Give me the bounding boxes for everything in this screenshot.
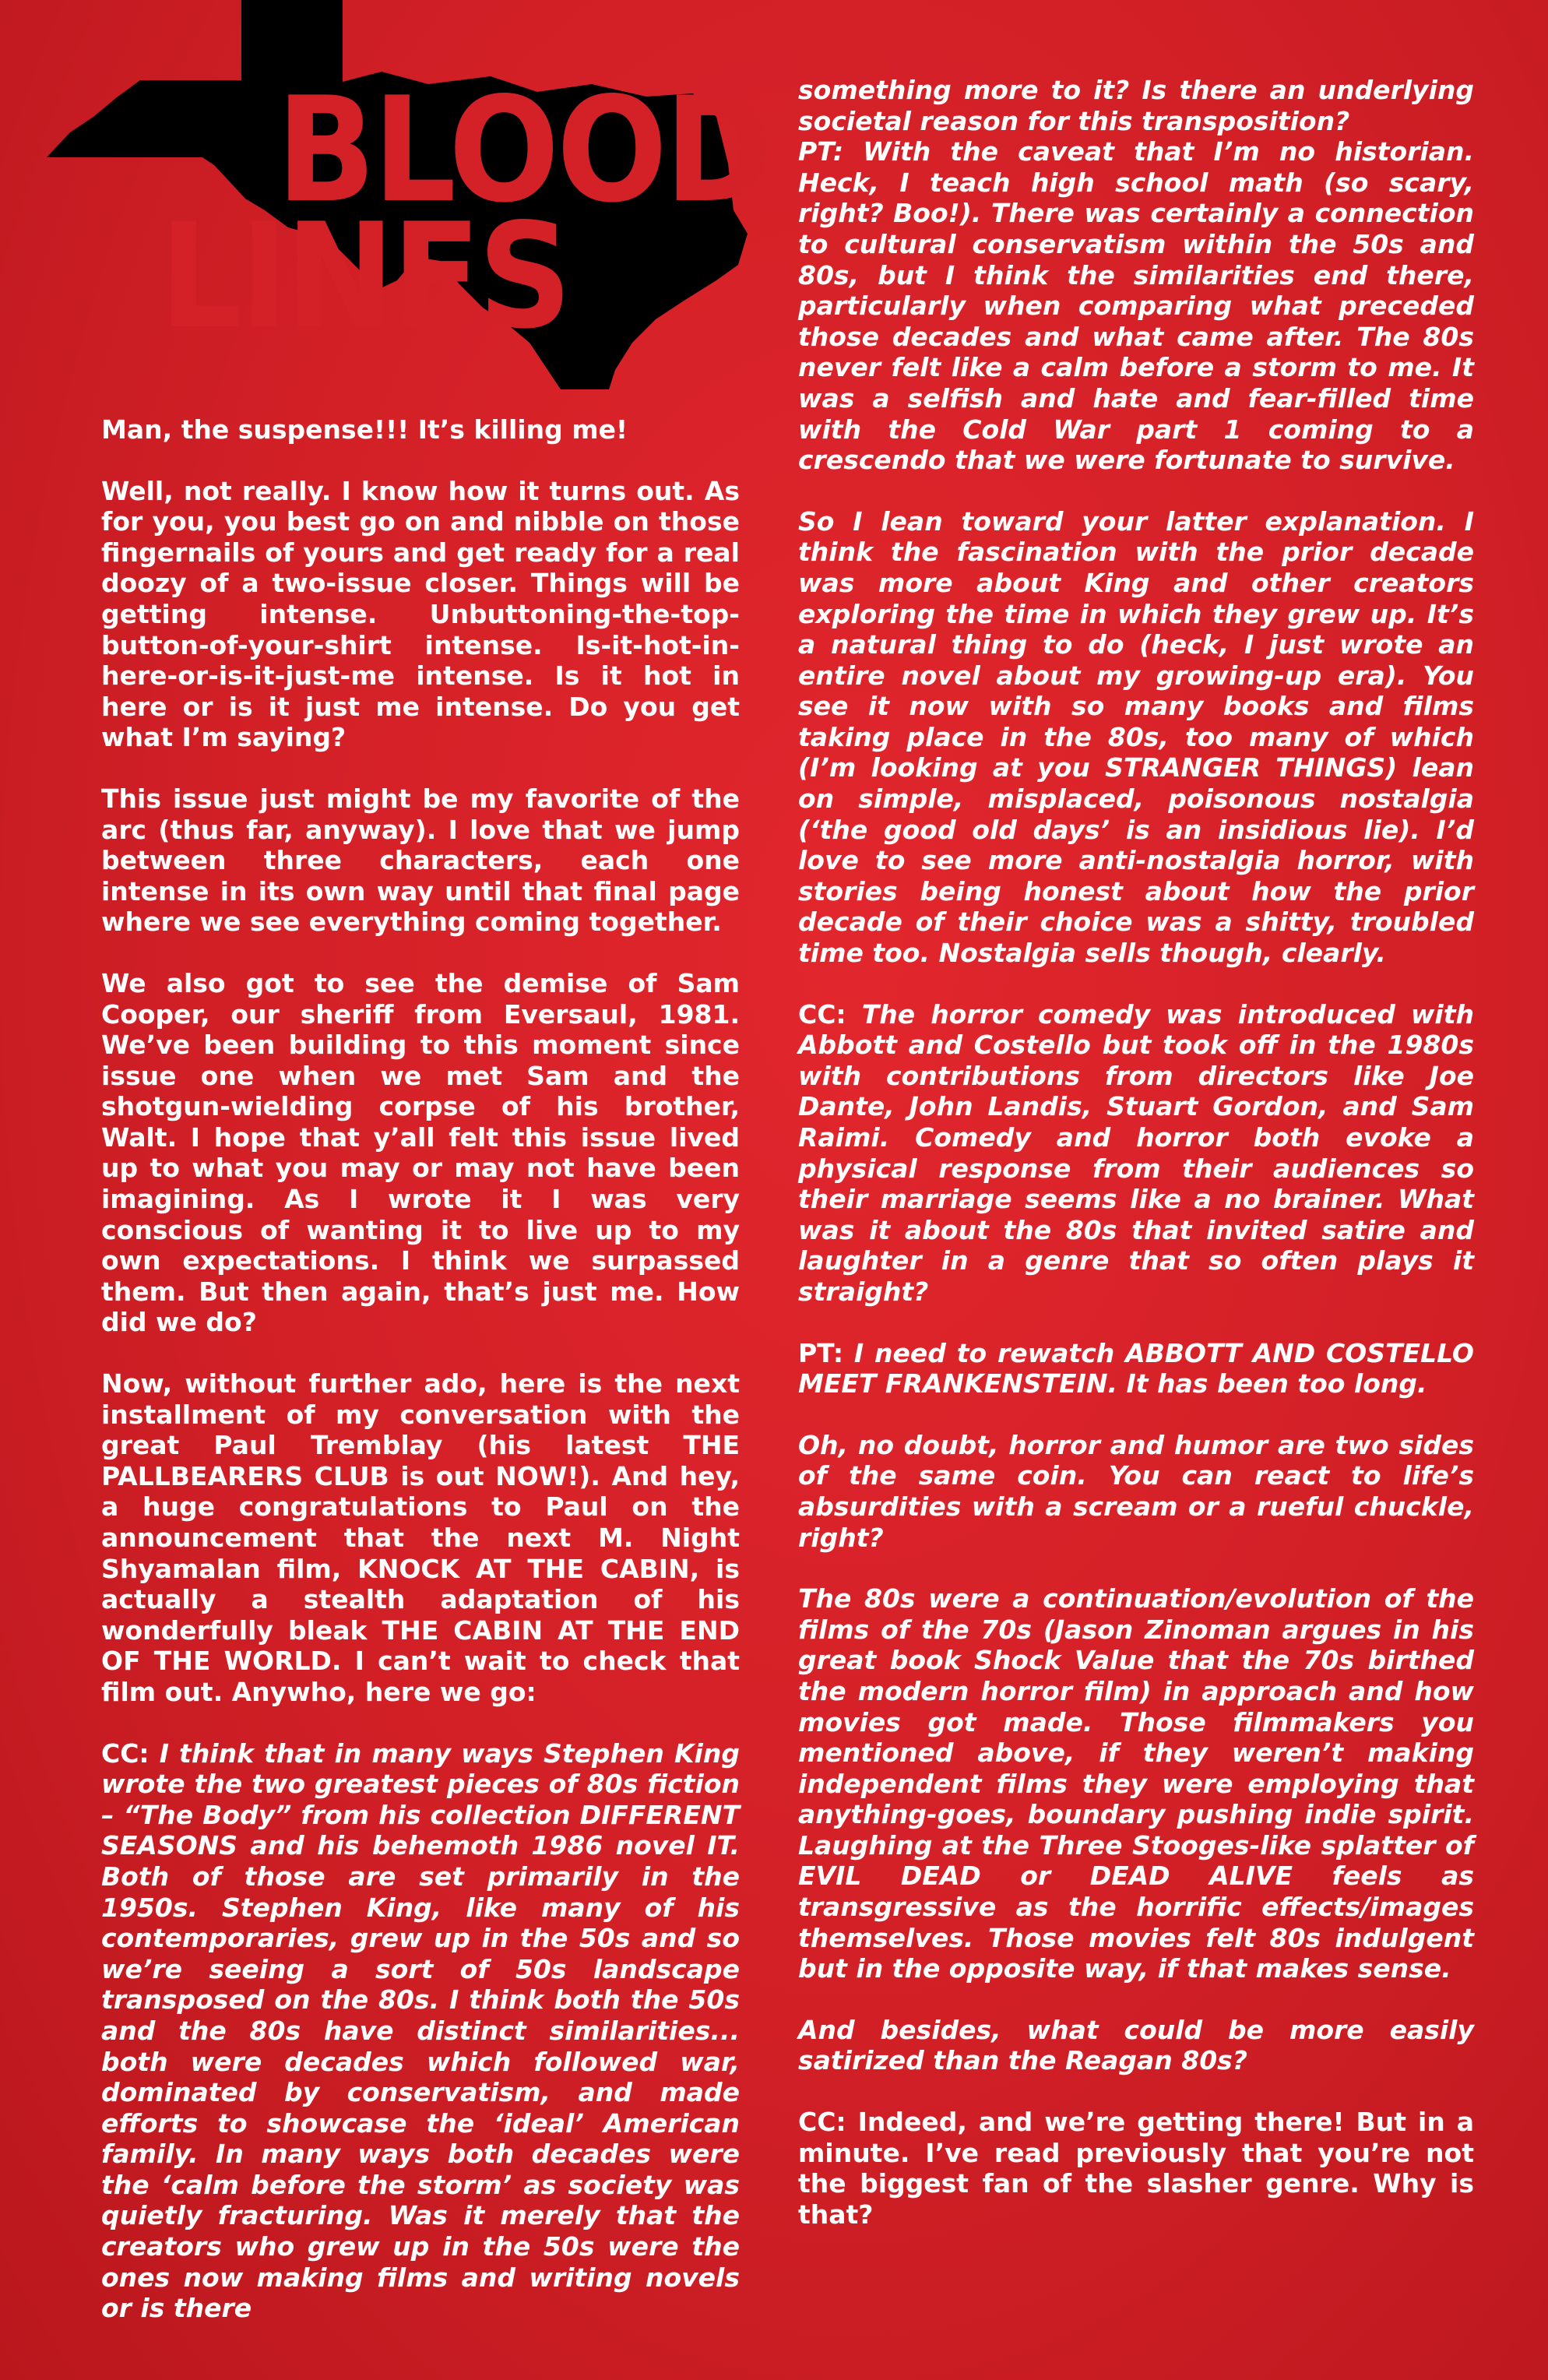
- answer-paragraph: And besides, what could be more easily satirized than the Reagan 80s?: [798, 2014, 1474, 2076]
- answer-paragraph: So I lean toward your latter explanation. I think the fascination with the prior decade was more about King and other creators exploring the time in which they grew up. It’s a natural thing to do (heck, I just wrote an entire novel about my growing-up era). You see it now with so many books and films taking place in the 80s, too many of which (I’m looking at you STRANGER THINGS) lean on simple, misplaced, poisonous nostalgia (‘the good old days’ is an insidious lie). I’d love to see more anti-nostalgia horror, with stories being honest about how the prior decade of their choice was a shitty, troubled time too. Nostalgia sells though, clearly.: [798, 505, 1474, 969]
- question-text: I think that in many ways Stephen King wrote the two greatest pieces of 80s fiction – “The Body” from his collection DIFFERENT SEASONS and his behemoth 1986 novel IT. Both of those are set primarily in the 1950s. Stephen King, like many of his contemporaries, grew up in the 50s and so we’re seeing a sort of 50s landscape transposed on the 80s. I think both the 50s and the 80s have distinct similarities... both were decades which followed war, dominated by conservatism, and made efforts to showcase the ‘ideal’ American family. In many ways both decades were the ‘calm before the storm’ as society was quietly fracturing. Was it merely that the creators who grew up in the 50s were the ones now making films and writing novels or is there: [101, 1737, 740, 2324]
- answer-paragraph: Oh, no doubt, horror and humor are two sides of the same coin. You can react to life’s absurdities with a scream or a rueful chuckle, right?: [798, 1429, 1474, 1553]
- left-column: [101, 414, 740, 2354]
- question-paragraph: [798, 999, 1474, 1308]
- answer-paragraph: [798, 1338, 1474, 1399]
- paragraph: Well, not really. I know how it turns out. As for you, you best go on and nibble on those fingernails of yours and get ready for a real doozy of a two-issue closer. Things will be getting intense. Unbuttoning-the-top-button-of-your-shirt intense. Is-it-hot-in-here-or-is-it-just-me intense. Is it hot in here or is it just me intense. Do you get what I’m saying?: [101, 475, 740, 753]
- question-continuation: something more to it? Is there an underlying societal reason for this transposition?: [798, 75, 1474, 136]
- title-line-1: BLOOD: [276, 65, 770, 234]
- answer-paragraph: PT: With the caveat that I’m no historian. Heck, I teach high school math (so scary, right? Boo!). There was certainly a connection to cultural conservatism within the 50s and 80s, but I think the similarities end there, particularly when comparing what preceded those decades and what came after. The 80s never felt like a calm before a storm to me. It was a selfish and hate and fear-filled time with the Cold War part 1 coming to a crescendo that we were fortunate to survive.: [798, 136, 1474, 476]
- speaker-label: CC:: [798, 998, 846, 1030]
- speaker-label: PT:: [798, 1337, 844, 1368]
- title-line-2: LINES: [160, 192, 569, 361]
- paragraph: Now, without further ado, here is the next installment of my conversation with the great Paul Tremblay (his latest THE PALLBEARERS CLUB is out NOW!). And hey, a huge congratulations to Paul on the announcement that the next M. Night Shyamalan film, KNOCK AT THE CABIN, is actually a stealth adaptation of his wonderfully bleak THE CABIN AT THE END OF THE WORLD. I can’t wait to check that film out. Anywho, here we go:: [101, 1368, 740, 1707]
- right-column: [798, 75, 1474, 2260]
- answer-text: I need to rewatch ABBOTT AND COSTELLO MEET FRANKENSTEIN. It has been too long.: [798, 1337, 1474, 1399]
- speaker-label: CC:: [101, 1737, 150, 1769]
- paragraph: Man, the suspense!!! It’s killing me!: [101, 414, 628, 445]
- paragraph: This issue just might be my favorite of the arc (thus far, anyway). I love that we jump between three characters, each one intense in its own way until that final page where we see everything coming together.: [101, 783, 740, 938]
- question-paragraph: CC: Indeed, and we’re getting there! But in a minute. I’ve read previously that you’re not the biggest fan of the slasher genre. Why is that?: [798, 2107, 1474, 2230]
- paragraph: We also got to see the demise of Sam Cooper, our sheriff from Eversaul, 1981. We’ve been building to this moment since issue one when we met Sam and the shotgun-wielding corpse of his brother, Walt. I hope that y’all felt this issue lived up to what you may or may not have been imagining. As I wrote it I was very conscious of wanting it to live up to my own expectations. I think we surpassed them. But then again, that’s just me. How did we do?: [101, 967, 740, 1338]
- question-text: The horror comedy was introduced with Abbott and Costello but took off in the 1980s with contributions from directors like Joe Dante, John Landis, Stuart Gordon, and Sam Raimi. Comedy and horror both evoke a physical response from their audiences so their marriage seems like a no brainer. What was it about the 80s that invited satire and laughter in a genre that so often plays it straight?: [798, 998, 1474, 1307]
- question-paragraph: [101, 1738, 740, 2324]
- answer-paragraph: The 80s were a continuation/evolution of the films of the 70s (Jason Zinoman argues in his great book Shock Value that the 70s birthed the modern horror film) in approach and how movies got made. Those filmmakers you mentioned above, if they weren’t making independent films they were employing that anything-goes, boundary pushing indie spirit. Laughing at the Three Stooges-like splatter of EVIL DEAD or DEAD ALIVE feels as transgressive as the horrific effects/images themselves. Those movies felt 80s indulgent but in the opposite way, if that makes sense.: [798, 1583, 1474, 1984]
